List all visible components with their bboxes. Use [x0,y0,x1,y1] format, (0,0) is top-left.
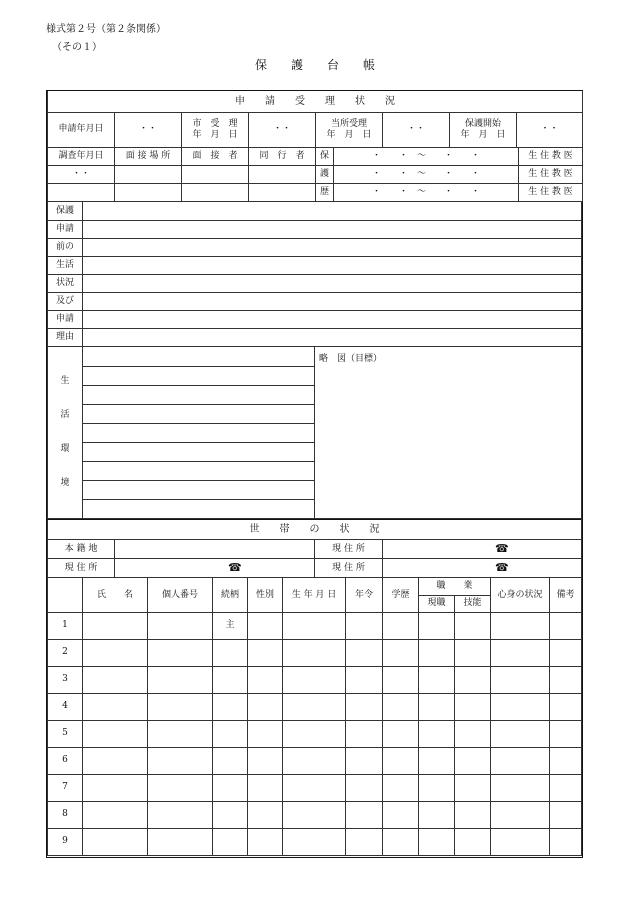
interview-place-label: 面 接 場 所 [115,148,182,166]
member-health[interactable] [491,693,550,720]
member-remarks[interactable] [550,801,582,828]
interviewer-label: 面 接 者 [182,148,249,166]
member-remarks[interactable] [550,639,582,666]
sketch-map-label: 略 図（目標） [319,353,383,364]
member-personal-number[interactable] [148,747,213,774]
history-label-3: 歴 [316,184,334,202]
member-birthdate[interactable] [283,612,346,639]
member-education[interactable] [383,828,419,855]
col-health: 心身の状況 [491,578,550,612]
current-address-value[interactable] [115,559,315,578]
col-personal-number: 個人番号 [148,578,213,612]
environment-line[interactable] [83,443,315,462]
current-address-value[interactable] [383,559,582,578]
member-skill[interactable] [455,801,491,828]
member-relation[interactable] [213,693,248,720]
member-health[interactable] [491,747,550,774]
member-education[interactable] [383,693,419,720]
application-status-table [47,91,583,148]
phone-icon: ☎ [495,541,509,555]
member-remarks[interactable] [550,774,582,801]
member-age[interactable] [346,774,383,801]
member-birthdate[interactable] [283,828,346,855]
member-name[interactable] [83,720,148,747]
table-row [48,666,582,693]
member-personal-number[interactable] [148,720,213,747]
environment-line[interactable] [83,462,315,481]
member-age[interactable] [346,801,383,828]
member-personal-number[interactable] [148,693,213,720]
environment-line[interactable] [83,367,315,386]
life-reason-line[interactable] [83,310,582,328]
member-personal-number[interactable] [148,801,213,828]
member-health[interactable] [491,612,550,639]
member-skill[interactable] [455,774,491,801]
member-current-job[interactable] [419,693,455,720]
member-age[interactable] [346,639,383,666]
member-skill[interactable] [455,666,491,693]
life-reason-line[interactable] [83,220,582,238]
member-personal-number[interactable] [148,639,213,666]
interviewer-blank[interactable] [182,184,249,202]
member-name[interactable] [83,801,148,828]
table-row [48,828,582,855]
environment-label: 生 活 環 境 [48,347,83,519]
domicile-value[interactable] [115,540,315,559]
member-number: 2 [48,639,83,666]
history-type: 生 住 教 医 [519,166,583,184]
office-accept-date-value[interactable]: ・・ [383,112,450,147]
member-sex[interactable] [248,666,283,693]
life-reason-label: 申請 [48,220,83,238]
survey-date-value[interactable]: ・・ [48,166,115,184]
member-name[interactable] [83,774,148,801]
ledger-form [46,90,583,858]
member-remarks[interactable] [550,693,582,720]
member-name[interactable] [83,693,148,720]
member-number: 3 [48,666,83,693]
life-reason-line[interactable] [83,202,582,220]
member-number: 9 [48,828,83,855]
col-education: 学歴 [383,578,419,612]
member-current-job[interactable] [419,774,455,801]
table-row [48,612,582,639]
member-current-job[interactable] [419,828,455,855]
member-number: 1 [48,612,83,639]
member-current-job[interactable] [419,747,455,774]
life-reason-label: 生活 [48,256,83,274]
member-birthdate[interactable] [283,720,346,747]
member-sex[interactable] [248,720,283,747]
member-age[interactable] [346,693,383,720]
survey-table [47,148,583,203]
page-title: 保 護 台 帳 [254,58,375,72]
member-birthdate[interactable] [283,774,346,801]
member-current-job[interactable] [419,666,455,693]
member-age[interactable] [346,828,383,855]
member-relation[interactable] [213,720,248,747]
member-relation[interactable] [213,639,248,666]
member-education[interactable] [383,639,419,666]
member-current-job[interactable] [419,612,455,639]
col-name: 氏 名 [83,578,148,612]
member-skill[interactable] [455,828,491,855]
history-type: 生 住 教 医 [519,148,583,166]
history-period[interactable]: ・ ・ ～ ・ ・ [334,148,519,166]
member-education[interactable] [383,801,419,828]
member-name[interactable] [83,612,148,639]
household-members-table [47,578,582,856]
apply-date-label: 申請年月日 [48,112,115,147]
member-sex[interactable] [248,693,283,720]
member-remarks[interactable] [550,720,582,747]
member-sex[interactable] [248,747,283,774]
phone-icon: ☎ [228,560,242,574]
history-period[interactable]: ・ ・ ～ ・ ・ [334,184,519,202]
member-sex[interactable] [248,774,283,801]
col-remarks: 備考 [550,578,582,612]
form-subnumber: （その１） [52,42,102,53]
member-personal-number[interactable] [148,828,213,855]
member-remarks[interactable] [550,828,582,855]
member-education[interactable] [383,747,419,774]
table-row [48,639,582,666]
environment-line[interactable] [83,386,315,405]
life-reason-line[interactable] [83,328,582,346]
member-relation[interactable] [213,828,248,855]
member-birthdate[interactable] [283,666,346,693]
environment-line[interactable] [83,481,315,500]
life-reason-label: 及び [48,292,83,310]
col-relation: 続柄 [213,578,248,612]
domicile-label: 本 籍 地 [48,540,115,559]
form-number: 様式第２号（第２条関係） [46,24,166,35]
environment-line[interactable] [83,405,315,424]
environment-line[interactable] [83,424,315,443]
member-birthdate[interactable] [283,639,346,666]
member-personal-number[interactable] [148,666,213,693]
member-birthdate[interactable] [283,747,346,774]
col-age: 年令 [346,578,383,612]
member-name[interactable] [83,666,148,693]
member-sex[interactable] [248,828,283,855]
member-education[interactable] [383,666,419,693]
member-relation[interactable] [213,747,248,774]
member-remarks[interactable] [550,666,582,693]
member-health[interactable] [491,639,550,666]
apply-date-value[interactable]: ・・ [115,112,182,147]
phone-icon: ☎ [495,560,509,574]
table-row [48,801,582,828]
member-name[interactable] [83,639,148,666]
member-relation[interactable] [213,666,248,693]
member-skill[interactable] [455,612,491,639]
protection-start-date-label: 保護開始 年 月 日 [450,112,517,147]
member-sex[interactable] [248,801,283,828]
current-address-label: 現 住 所 [48,559,115,578]
member-education[interactable] [383,612,419,639]
member-relation[interactable] [213,801,248,828]
companion-label: 同 行 者 [249,148,316,166]
member-name[interactable] [83,828,148,855]
member-sex[interactable] [248,612,283,639]
member-personal-number[interactable] [148,774,213,801]
col-sex: 性別 [248,578,283,612]
life-reason-label: 状況 [48,274,83,292]
table-row [48,720,582,747]
member-skill[interactable] [455,720,491,747]
survey-date-label: 調査年月日 [48,148,115,166]
environment-table [47,347,582,520]
office-accept-date-label: 当所受理 年 月 日 [316,112,383,147]
interview-place-value[interactable] [115,166,182,184]
city-accept-date-value[interactable]: ・・ [249,112,316,147]
member-relation[interactable]: 主 [213,612,248,639]
member-number: 6 [48,747,83,774]
member-remarks[interactable] [550,612,582,639]
member-current-job[interactable] [419,801,455,828]
household-address-table [47,519,582,578]
member-health[interactable] [491,801,550,828]
member-birthdate[interactable] [283,693,346,720]
member-number: 5 [48,720,83,747]
member-health[interactable] [491,774,550,801]
member-birthdate[interactable] [283,801,346,828]
companion-blank[interactable] [249,184,316,202]
companion-value[interactable] [249,166,316,184]
interview-place-blank[interactable] [115,184,182,202]
current-address-label: 現 住 所 [315,559,383,578]
life-reason-line[interactable] [83,292,582,310]
life-reason-table [47,202,582,347]
life-reason-label: 保護 [48,202,83,220]
member-name[interactable] [83,747,148,774]
member-number: 8 [48,801,83,828]
member-sex[interactable] [248,639,283,666]
life-reason-label: 理由 [48,328,83,346]
member-age[interactable] [346,666,383,693]
member-health[interactable] [491,828,550,855]
col-skill: 技能 [455,595,491,612]
household-status-title: 世 帯 の 状 況 [48,520,582,540]
col-current-job: 現職 [419,595,455,612]
member-current-job[interactable] [419,720,455,747]
col-birthdate: 生 年 月 日 [283,578,346,612]
member-skill[interactable] [455,693,491,720]
member-number: 7 [48,774,83,801]
application-status-title: 申 請 受 理 状 況 [48,91,583,112]
life-reason-label: 申請 [48,310,83,328]
member-age[interactable] [346,720,383,747]
member-current-job[interactable] [419,639,455,666]
history-type: 生 住 教 医 [519,184,583,202]
sketch-map-area[interactable] [315,347,582,519]
member-personal-number[interactable] [148,612,213,639]
table-row [48,693,582,720]
history-period[interactable]: ・ ・ ～ ・ ・ [334,166,519,184]
member-health[interactable] [491,666,550,693]
member-skill[interactable] [455,639,491,666]
table-row [48,747,582,774]
member-age[interactable] [346,747,383,774]
col-occupation: 職 業 [419,578,491,595]
environment-line[interactable] [83,500,315,519]
member-remarks[interactable] [550,747,582,774]
interviewer-value[interactable] [182,166,249,184]
life-reason-line[interactable] [83,238,582,256]
life-reason-line[interactable] [83,256,582,274]
member-health[interactable] [491,720,550,747]
life-reason-line[interactable] [83,274,582,292]
member-age[interactable] [346,612,383,639]
table-row [48,774,582,801]
current-address-label: 現 住 所 [315,540,383,559]
survey-blank[interactable] [48,184,115,202]
member-education[interactable] [383,774,419,801]
city-accept-date-label: 市 受 理 年 月 日 [182,112,249,147]
member-education[interactable] [383,720,419,747]
member-relation[interactable] [213,774,248,801]
life-reason-label: 前の [48,238,83,256]
history-label-2: 護 [316,166,334,184]
current-address-value[interactable] [383,540,582,559]
history-label-1: 保 [316,148,334,166]
member-skill[interactable] [455,747,491,774]
environment-line[interactable] [83,347,315,367]
col-no [48,578,83,612]
member-number: 4 [48,693,83,720]
protection-start-date-value[interactable]: ・・ [517,112,583,147]
